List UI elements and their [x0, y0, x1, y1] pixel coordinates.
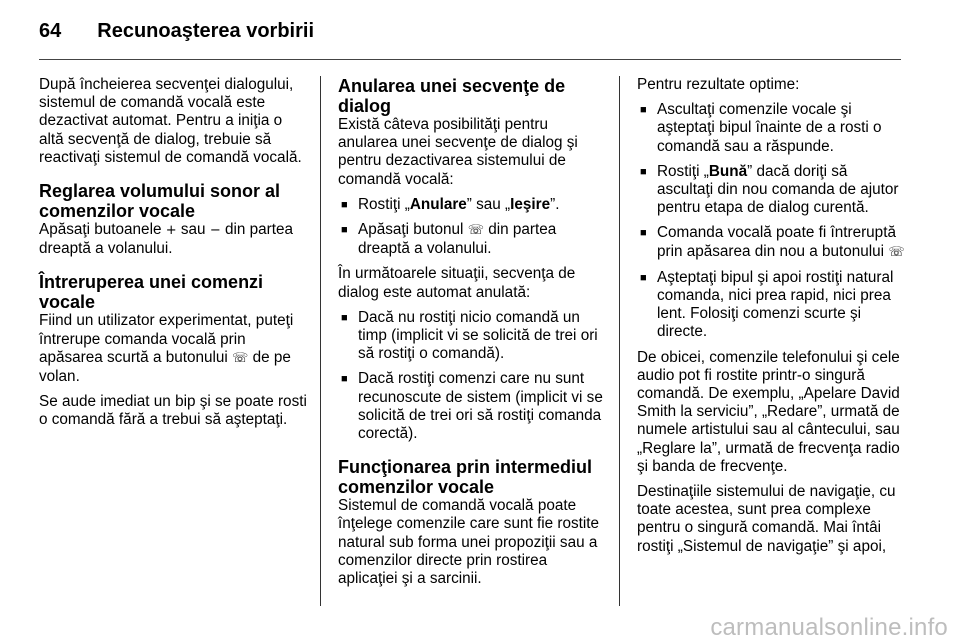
- voice-button-icon: ☏: [232, 350, 249, 366]
- page-number: 64: [39, 19, 62, 42]
- optimal-list: [637, 101, 905, 341]
- volume-paragraph: [39, 221, 311, 258]
- list-item: ■ Dacă nu rostiţi nicio comandă un timp (implicit vi se solicită de trei ori să rostiţi o comandă).: [341, 309, 610, 364]
- column-2: [338, 76, 610, 595]
- list-item: ■ Aşteptaţi bipul şi apoi rostiţi natural comanda, nici prea rapid, nici prea lent. Folosiţi comenzi scurte şi directe.: [640, 269, 905, 342]
- minus-icon: −: [209, 223, 221, 239]
- column-divider-2: [619, 76, 620, 606]
- cancel-heading: Anularea unei secvenţe de dialog: [338, 76, 566, 116]
- b1-anulare: Anulare: [409, 195, 467, 213]
- b2-text-b: ” dacă doriţi să ascultaţi din nou comanda de ajutor pentru etapa de dialog curentă.: [657, 162, 899, 217]
- b2-text-a: Apăsaţi butonul: [358, 221, 464, 239]
- cancel-intro: Există câteva posibilităţi pentru anularea unei secvenţe de dialog şi pentru dezactivarea sistemului de comandă vocală:: [338, 116, 578, 188]
- b1-text-a: Rostiţi „: [358, 195, 410, 213]
- b2-text-a: Rostiţi „: [657, 162, 709, 180]
- header-rule: [39, 59, 901, 60]
- list-item: ■ Ascultaţi comenzile vocale şi aşteptaţi bipul înainte de a rosti o comandă sau a răspunde.: [640, 101, 905, 156]
- b2-buna: Bună: [708, 162, 748, 180]
- b1-text-c: ”.: [550, 195, 560, 213]
- interrupt-text-a: Fiind un utilizator experimentat, puteţi întrerupe comanda vocală prin apăsarea scurtă a butonului: [39, 312, 294, 366]
- list-item: [341, 221, 610, 258]
- auto-cancel-intro: În următoarele situaţii, secvenţa de dialog este automat anulată:: [338, 265, 576, 301]
- column-1: [39, 76, 311, 437]
- optimal-intro: Pentru rezultate optime:: [637, 76, 800, 93]
- navigation-paragraph: Destinaţiile sistemului de navigaţie, cu toate acestea, sunt prea complexe pentru o singură comandă. Mai întâi rostiţi „Sistemul de navigaţie” şi apoi,: [637, 483, 896, 555]
- list-item: [640, 224, 905, 261]
- b3-text-a: Comanda vocală poate fi întreruptă prin apăsarea din nou a butonului: [657, 224, 896, 260]
- volume-text-c: din partea dreaptă a volanului.: [39, 221, 294, 258]
- list-item: ■ Dacă rostiţi comenzi care nu sunt recunoscute de sistem (implicit vi se solicită de trei ori să rostiţi comanda corectă).: [341, 370, 610, 443]
- plus-icon: +: [165, 223, 177, 239]
- b1-iesire: Ieşire: [510, 195, 551, 213]
- page-header: [39, 14, 314, 48]
- volume-text-b: sau: [180, 221, 206, 239]
- list-item: [341, 196, 610, 214]
- beep-paragraph: Se aude imediat un bip şi se poate rosti o comandă fără a trebui să aşteptaţi.: [39, 393, 307, 429]
- intro-paragraph: După încheierea secvenţei dialogului, sistemul de comandă vocală este dezactivat automat. Pentru a iniţia o altă secvenţă de dialog, trebuie să reactivaţi sistemul de comandă vocală.: [39, 76, 302, 166]
- volume-heading: Reglarea volumului sonor al comenzilor vocale: [39, 181, 281, 222]
- hang-up-icon: ☏: [467, 223, 484, 239]
- function-paragraph: Sistemul de comandă vocală poate înţelege comenzile care sunt fie rostite natural sub forma unei propoziţii sau a comenzilor directe prin rostirea aplicaţiei şi a sarcinii.: [338, 497, 600, 588]
- auto-cancel-list: [338, 309, 610, 443]
- b1-text-b: ” sau „: [466, 195, 511, 213]
- volume-text-a: Apăsaţi butoanele: [39, 221, 162, 239]
- column-divider-1: [320, 76, 321, 606]
- list-item: [640, 163, 905, 218]
- interrupt-heading: Întreruperea unei comenzi vocale: [39, 272, 264, 313]
- phone-paragraph: De obicei, comenzile telefonului şi cele audio pot fi rostite printr-o singură comandă. De exemplu, „Apelare David Smith la serviciu”, „Redare”, urmată de numele artistului sau al cântecului, sau „Reglare la”, urmată de frecvenţa radio şi banda de frecvenţe.: [637, 348, 900, 475]
- cancel-list: [338, 196, 610, 259]
- interrupt-paragraph: [39, 312, 311, 386]
- b2-text-b: din partea dreaptă a volanului.: [358, 221, 557, 258]
- voice-button-icon: ☏: [888, 244, 905, 260]
- column-3: [637, 76, 905, 563]
- function-heading: Funcţionarea prin intermediul comenzilor vocale: [338, 457, 593, 498]
- watermark: carmanualsonline.info: [710, 614, 948, 641]
- page-title: Recunoaşterea vorbirii: [97, 19, 314, 42]
- interrupt-text-b: de pe volan.: [39, 348, 291, 386]
